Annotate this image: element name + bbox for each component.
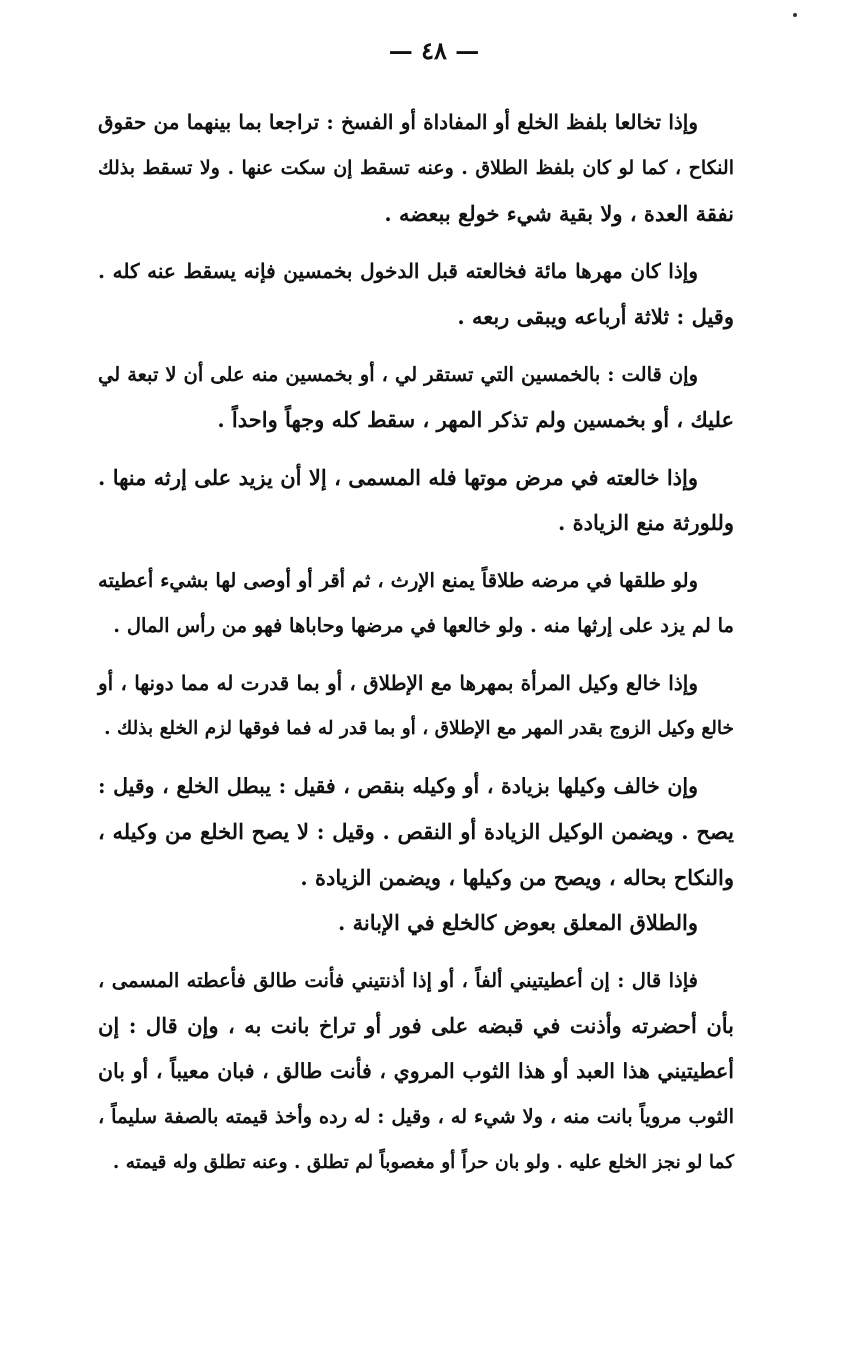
text-line: ما لم يزد على إرثها منه . ولو خالعها في مرضها وحاباها فهو من رأس المال . xyxy=(113,614,734,637)
text-line: وإذا تخالعا بلفظ الخلع أو المفاداة أو الفسخ : تراجعا بما بينهما من حقوق xyxy=(98,110,698,134)
text-line: عليك ، أو بخمسين ولم تذكر المهر ، سقط كله وجهاً واحداً . xyxy=(217,407,734,432)
text-line: نفقة العدة ، ولا بقية شيء خولع ببعضه . xyxy=(384,201,734,226)
paragraph xyxy=(98,958,734,1186)
text-line: أعطيتيني هذا العبد أو هذا الثوب المروي ، فأنت طالق ، فبان معيباً ، أو بان xyxy=(98,1058,734,1083)
paragraph xyxy=(98,764,734,901)
paragraph xyxy=(98,249,734,340)
text-line: كما لو نجز الخلع عليه . ولو بان حراً أو مغصوباً لم تطلق . وعنه تطلق وله قيمته . xyxy=(112,1151,734,1173)
text-line: وللورثة منع الزيادة . xyxy=(557,510,734,535)
text-line: النكاح ، كما لو كان بلفظ الطلاق . وعنه تسقط إن سكت عنها . ولا تسقط بذلك xyxy=(98,156,734,179)
body-text xyxy=(98,100,734,1197)
paragraph xyxy=(98,100,734,237)
text-line: يصح . ويضمن الوكيل الزيادة أو النقص . وقيل : لا يصح الخلع من وكيله ، xyxy=(98,819,734,844)
text-line: وإذا كان مهرها مائة فخالعته قبل الدخول بخمسين فإنه يسقط عنه كله . xyxy=(98,258,698,283)
text-line: وقيل : ثلاثة أرباعه ويبقى ربعه . xyxy=(457,304,734,329)
text-line: فإذا قال : إن أعطيتيني ألفاً ، أو إذا أذنتيني فأنت طالق فأعطته المسمى ، xyxy=(98,968,698,992)
text-line: والنكاح بحاله ، ويصح من وكيلها ، ويضمن الزيادة . xyxy=(300,864,734,890)
text-line: ولو طلقها في مرضه طلاقاً يمنع الإرث ، ثم أقر أو أوصى لها بشيء أعطيته xyxy=(98,568,698,592)
text-line: وإن خالف وكيلها بزيادة ، أو وكيله بنقص ، فقيل : يبطل الخلع ، وقيل : xyxy=(98,773,698,798)
text-line: الثوب مروياً بانت منه ، ولا شيء له ، وقيل : له رده وأخذ قيمته بالصفة سليماً ، xyxy=(98,1105,734,1128)
text-line: وإذا خالعته في مرض موتها فله المسمى ، إلا أن يزيد على إرثه منها . xyxy=(98,464,698,490)
paragraph xyxy=(98,900,734,946)
page-number: — ٤٨ — xyxy=(388,36,480,65)
text-line: بأن أحضرته وأذنت في قبضه على فور أو تراخ بانت به ، وإن قال : إن xyxy=(98,1013,734,1038)
paragraph xyxy=(98,352,734,443)
text-line: والطلاق المعلق بعوض كالخلع في الإبانة . xyxy=(338,910,698,935)
text-line: وإذا خالع وكيل المرأة بمهرها مع الإطلاق ، أو بما قدرت له مما دونها ، أو xyxy=(98,670,698,695)
paragraph xyxy=(98,558,734,649)
speck-mark xyxy=(793,13,797,17)
paragraph xyxy=(98,455,734,546)
text-line: خالع وكيل الزوج بقدر المهر مع الإطلاق ، أو بما قدر له فما فوقها لزم الخلع بذلك . xyxy=(104,718,734,739)
paragraph xyxy=(98,661,734,752)
text-line: وإن قالت : بالخمسين التي تستقر لي ، أو بخمسين منه على أن لا تبعة لي xyxy=(98,362,698,386)
